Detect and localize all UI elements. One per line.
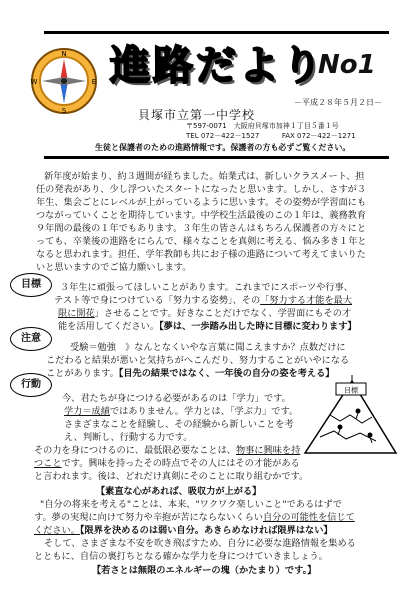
goal-line — [58, 307, 351, 320]
closing-highlight: 自分の可能性を信じて — [262, 512, 355, 523]
closing-line — [34, 524, 333, 537]
newsletter-subtitle: 生徒と保護者のための進路情報です。保護者の方も必ずご覧ください。 — [95, 143, 351, 152]
issue-number: No1 — [318, 50, 376, 80]
action-text: ではありません。学力とは、「学ぶ力」です。 — [109, 406, 299, 417]
caution-line: こだわると結果が悪いと気持ちがへこんだり、努力することがいやになる — [46, 355, 350, 366]
school-address: 〒597-0071 大阪府貝塚市加神１丁目５番１号 — [186, 122, 339, 130]
intro-line: いと思いますのでご協力願いします。 — [36, 262, 192, 273]
intro-line: っても、卒業後の進路をにらんで、様々なことを真剣に考える、悩み多き１年と — [36, 236, 367, 247]
compass-e: E — [91, 78, 97, 86]
action-text: です。興味を持ったその時点でその人にはその才能がある — [61, 458, 300, 469]
caution-label: 注意 — [10, 327, 52, 351]
goal-line: ３年生に頑張ってほしいことがあります。これまでにスポーツや行事、 — [60, 282, 353, 293]
caution-text: ことがあります。 — [46, 368, 119, 379]
goal-highlight: 「努力する才能を最大 — [260, 295, 353, 306]
compass-n: N — [61, 50, 67, 58]
intro-line: 新年度が始まり、約３週間が経ちました。始業式は、新しいクラスメート、担 — [44, 171, 365, 182]
closing-line: "自分の将来を考える"ことは、本来、"ワクワク楽しいこと"であるはずで — [40, 499, 342, 510]
tel-number: TEL 072－422－1527 — [186, 132, 260, 140]
closing-motto: 【限界を決めるのは弱い自分。あきらめなければ限界はない】 — [79, 525, 333, 536]
action-line — [64, 405, 298, 418]
goal-label: 目標 — [10, 273, 52, 297]
school-name: 貝塚市立第一中学校 — [138, 108, 256, 122]
closing-line — [34, 511, 355, 524]
action-line — [34, 444, 300, 457]
action-line: 今、君たちが身につける必要があるのは「学力」です。 — [62, 393, 291, 404]
action-label: 行動 — [10, 373, 52, 397]
header-bottom-rule — [44, 156, 389, 159]
action-line — [34, 457, 300, 470]
newsletter-title: 進路だより — [110, 43, 325, 89]
school-phone — [186, 131, 356, 141]
action-highlight: 学力＝成績 — [64, 406, 110, 417]
closing-motto-final: 【若さとは無限のエネルギーの塊（かたまり）です。】 — [92, 565, 317, 576]
intro-line: 任の発表があり、少し浮ついたスタートになったと思います。しかし、さすが３ — [36, 184, 367, 195]
closing-heading: 【素直な心があれば、吸収力が上がる】 — [96, 486, 262, 497]
intro-line: 年生、集会ごとにレベルが上がっているように思います。その姿勢が学習面にも — [36, 197, 367, 208]
compass-s: S — [61, 107, 67, 115]
goal-text: テスト等で身につけている「努力する姿勢」、その — [54, 295, 261, 306]
caution-line: 受験＝勉強 》なんとなくいやな言葉に聞こえますか？点数だけに — [70, 342, 346, 353]
mountain-climb-illustration — [300, 375, 400, 455]
action-highlight: 物事に興味を持 — [235, 445, 301, 456]
action-highlight: つこと — [34, 458, 62, 469]
fax-number: FAX 072－422－1271 — [281, 132, 356, 140]
caution-motto: 【目先の結果ではなく、一年後の自分の姿を考える】 — [118, 368, 335, 379]
compass-icon — [30, 47, 98, 115]
action-line: と言われます。後は、どれだけ真剣にそのことに取り組むかです。 — [34, 471, 309, 482]
goal-text: 」させることです。好きなことだけでなく、学習面にもその才 — [94, 308, 352, 319]
intro-line: なると思われます。担任、学年教師も共にお子様の進路について考えてまいりた — [36, 249, 366, 260]
compass-w: W — [30, 78, 38, 86]
closing-highlight: ください。 — [34, 525, 80, 536]
goal-text: 能を活用してください。 — [58, 321, 160, 332]
goal-line — [54, 294, 352, 307]
goal-line — [58, 320, 357, 333]
goal-sign: 目標 — [344, 386, 358, 395]
action-line: さまざまなことを経験し、その経験から新しいことを考 — [64, 419, 294, 430]
action-line: え、判断し、行動する力です。 — [64, 432, 193, 443]
closing-text: す。夢の実現に向けて努力や辛抱が苦にならないくらい — [34, 512, 263, 523]
goal-motto: 【夢は、一歩踏み出した時に目標に変わります】 — [159, 321, 357, 332]
intro-line: ９年間の最後の１年でもあります。３年生の皆さんはもちろん保護者の方々にと — [36, 223, 367, 234]
goal-highlight: 限に開花 — [58, 308, 95, 319]
closing-line: とともに、自信の裏打ちとなる確かな学力を身につけていきましょう。 — [34, 551, 328, 562]
issue-date: －平成２８年５月２日－ — [294, 98, 382, 107]
intro-line: つながっていくことを期待しています。中学校生活最後のこの１年は、義務教育 — [36, 210, 367, 221]
caution-line — [46, 367, 334, 380]
closing-line: そして、さまざまな不安を吹き飛ばすため、自分に必要な進路情報を集める — [44, 538, 356, 549]
action-text: その力を身につけるのに、最低限必要なことは、 — [34, 445, 236, 456]
